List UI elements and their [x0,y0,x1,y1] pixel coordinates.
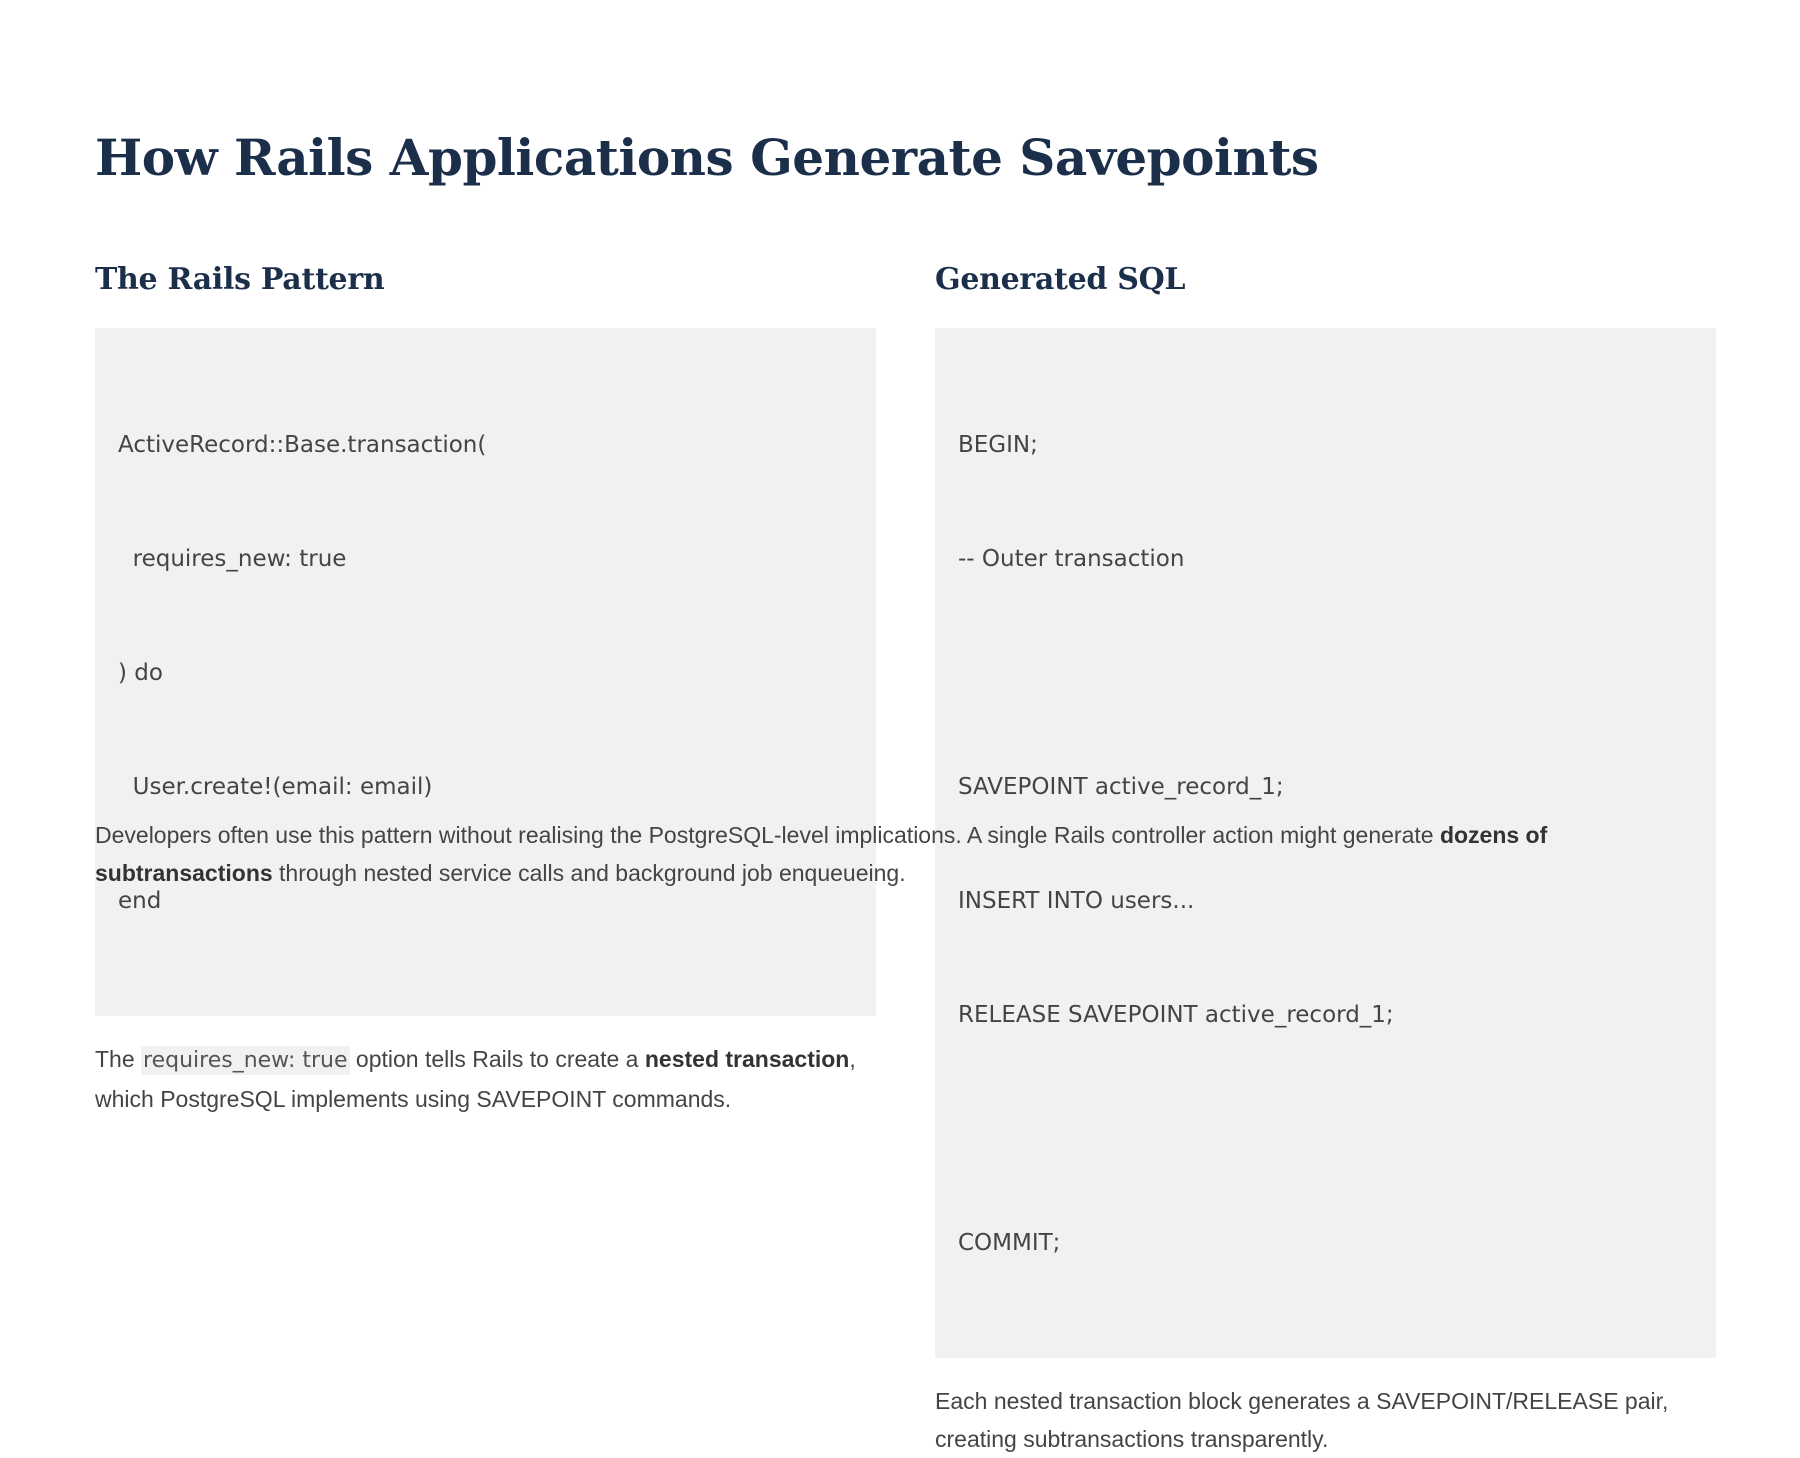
code-line: ) do [118,660,163,686]
text: , which PostgreSQL implements using SAVEPOINT commands. [95,1046,856,1112]
text: The [95,1046,142,1072]
code-line: ActiveRecord::Base.transaction( [118,432,487,458]
rails-code-block [95,328,876,1016]
code-line: end [118,888,162,914]
generated-sql-description: Each nested transaction block generates a SAVEPOINT/RELEASE pair, creating subtransactions transparently. [935,1388,1669,1452]
code-line: requires_new: true [118,546,347,572]
code-line: User.create!(email: email) [118,774,433,800]
text: Developers often use this pattern without realising the PostgreSQL-level implications. A single Rails controller action might generate [95,822,1440,848]
code-line [958,1110,1693,1148]
text: through nested service calls and background job enqueueing. [272,860,906,886]
rails-pattern-description [95,1040,876,1118]
bold-text: dozens of subtransactions [95,822,1548,886]
code-line: INSERT INTO users... [958,888,1195,914]
code-line: BEGIN; [958,432,1038,458]
code-line: -- Outer transaction [958,546,1185,572]
generated-sql-heading: Generated SQL [935,262,1186,297]
code-line: RELEASE SAVEPOINT active_record_1; [958,1002,1394,1028]
code-line: SAVEPOINT active_record_1; [958,774,1284,800]
code-line [958,654,1693,692]
page-title: How Rails Applications Generate Savepoints [95,128,1319,187]
bold-text: nested transaction [644,1046,850,1072]
summary-paragraph [95,816,1715,892]
rails-pattern-column [95,260,876,1118]
text: option tells Rails to create a [349,1046,645,1072]
inline-code: requires_new: true [143,1048,348,1073]
code-line: COMMIT; [958,1230,1061,1256]
rails-pattern-heading: The Rails Pattern [95,262,385,297]
